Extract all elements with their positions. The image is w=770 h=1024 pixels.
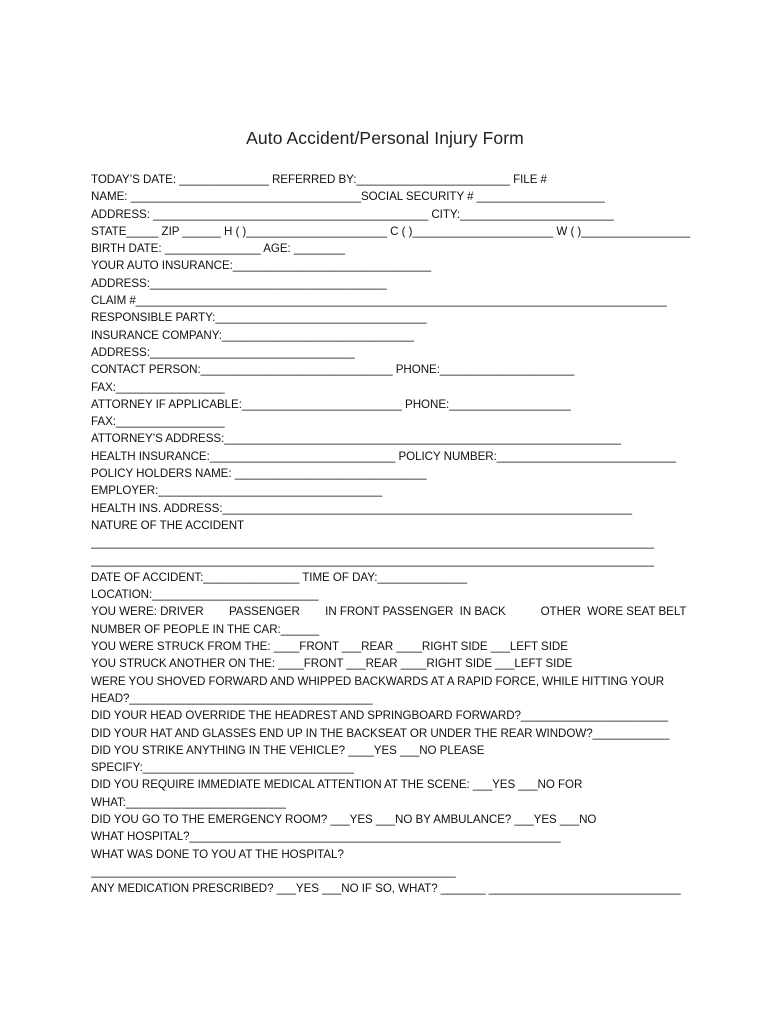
what-line[interactable]: WHAT:_________________________ — [91, 795, 286, 809]
form-body — [91, 171, 731, 897]
struck-another-line[interactable]: YOU STRUCK ANOTHER ON THE: ____FRONT ___REAR ____RIGHT SIDE ___LEFT SIDE — [91, 657, 573, 671]
responsible-party-line[interactable]: RESPONSIBLE PARTY:_________________________________ — [91, 311, 427, 325]
emergency-room-line[interactable]: DID YOU GO TO THE EMERGENCY ROOM? ___YES ___NO BY AMBULANCE? ___YES ___NO — [91, 812, 597, 826]
attorney-line[interactable]: ATTORNEY IF APPLICABLE:_________________________ PHONE:___________________ — [91, 397, 571, 411]
hospital-done-question: WHAT WAS DONE TO YOU AT THE HOSPITAL? — [91, 847, 344, 861]
strike-anything-line[interactable]: DID YOU STRIKE ANYTHING IN THE VEHICLE? ____YES ___NO PLEASE — [91, 743, 485, 757]
location-line[interactable]: LOCATION:__________________________ — [91, 588, 319, 602]
state-zip-phone-line[interactable]: STATE_____ ZIP ______ H ( )______________________ C ( )______________________ W ( )_________________ — [91, 224, 691, 238]
shoved-forward-question: WERE YOU SHOVED FORWARD AND WHIPPED BACKWARDS AT A RAPID FORCE, WHILE HITTING YOUR — [91, 674, 665, 688]
specify-line[interactable]: SPECIFY:_________________________________ — [91, 761, 354, 775]
what-hospital-line[interactable]: WHAT HOSPITAL?__________________________________________________________ — [91, 830, 561, 844]
auto-insurance-address-line[interactable]: ADDRESS:_____________________________________ — [91, 276, 387, 290]
claim-number-line[interactable]: CLAIM #___________________________________________________________________________________ — [91, 294, 667, 308]
insurance-company-line[interactable]: INSURANCE COMPANY:______________________________ — [91, 328, 414, 342]
birth-date-line[interactable]: BIRTH DATE: _______________ AGE: ________ — [91, 242, 346, 256]
attorney-address-line[interactable]: ATTORNEY’S ADDRESS:______________________________________________________________ — [91, 432, 621, 446]
medication-line[interactable]: ANY MEDICATION PRESCRIBED? ___YES ___NO IF SO, WHAT? _______ ______________________________ — [91, 882, 681, 896]
date-of-accident-line[interactable]: DATE OF ACCIDENT:_______________ TIME OF DAY:______________ — [91, 570, 468, 584]
attorney-fax-line[interactable]: FAX:_________________ — [91, 415, 225, 429]
name-line[interactable]: NAME: ____________________________________SOCIAL SECURITY # ____________________ — [91, 190, 605, 204]
you-were-line[interactable]: YOU WERE: DRIVER PASSENGER IN FRONT PASSENGER IN BACK OTHER WORE SEAT BELT — [91, 605, 687, 619]
health-ins-address-line[interactable]: HEALTH INS. ADDRESS:________________________________________________________________ — [91, 501, 632, 515]
nature-of-accident-label: NATURE OF THE ACCIDENT — [91, 518, 245, 532]
policy-holder-line[interactable]: POLICY HOLDERS NAME: ______________________________ — [91, 467, 427, 481]
head-line[interactable]: HEAD?______________________________________ — [91, 691, 373, 705]
contact-person-line[interactable]: CONTACT PERSON:______________________________ PHONE:_____________________ — [91, 363, 575, 377]
headrest-line[interactable]: DID YOUR HEAD OVERRIDE THE HEADREST AND SPRINGBOARD FORWARD?_______________________ — [91, 709, 669, 723]
nature-blank-line-2[interactable]: ________________________________________________________________________________________ — [91, 553, 655, 567]
nature-blank-line-1[interactable]: ________________________________________________________________________________________ — [91, 536, 655, 550]
struck-from-line[interactable]: YOU WERE STRUCK FROM THE: ____FRONT ___REAR ____RIGHT SIDE ___LEFT SIDE — [91, 640, 568, 654]
hat-glasses-line[interactable]: DID YOUR HAT AND GLASSES END UP IN THE BACKSEAT OR UNDER THE REAR WINDOW?____________ — [91, 726, 670, 740]
auto-insurance-line[interactable]: YOUR AUTO INSURANCE:_______________________________ — [91, 259, 432, 273]
people-in-car-line[interactable]: NUMBER OF PEOPLE IN THE CAR:______ — [91, 622, 320, 636]
form-title: Auto Accident/Personal Injury Form — [246, 128, 524, 148]
hospital-done-blank-line[interactable]: _________________________________________________________ — [91, 864, 456, 878]
health-insurance-line[interactable]: HEALTH INSURANCE:_____________________________ POLICY NUMBER:____________________________ — [91, 449, 676, 463]
medical-attention-line[interactable]: DID YOU REQUIRE IMMEDIATE MEDICAL ATTENTION AT THE SCENE: ___YES ___NO FOR — [91, 778, 583, 792]
todays-date-line[interactable]: TODAY’S DATE: ______________ REFERRED BY:________________________ FILE # — [91, 173, 547, 186]
insurance-company-address-line[interactable]: ADDRESS:________________________________ — [91, 345, 355, 359]
contact-fax-line[interactable]: FAX:_________________ — [91, 380, 225, 394]
employer-line[interactable]: EMPLOYER:___________________________________ — [91, 484, 383, 498]
address-line[interactable]: ADDRESS: ___________________________________________ CITY:________________________ — [91, 207, 614, 221]
